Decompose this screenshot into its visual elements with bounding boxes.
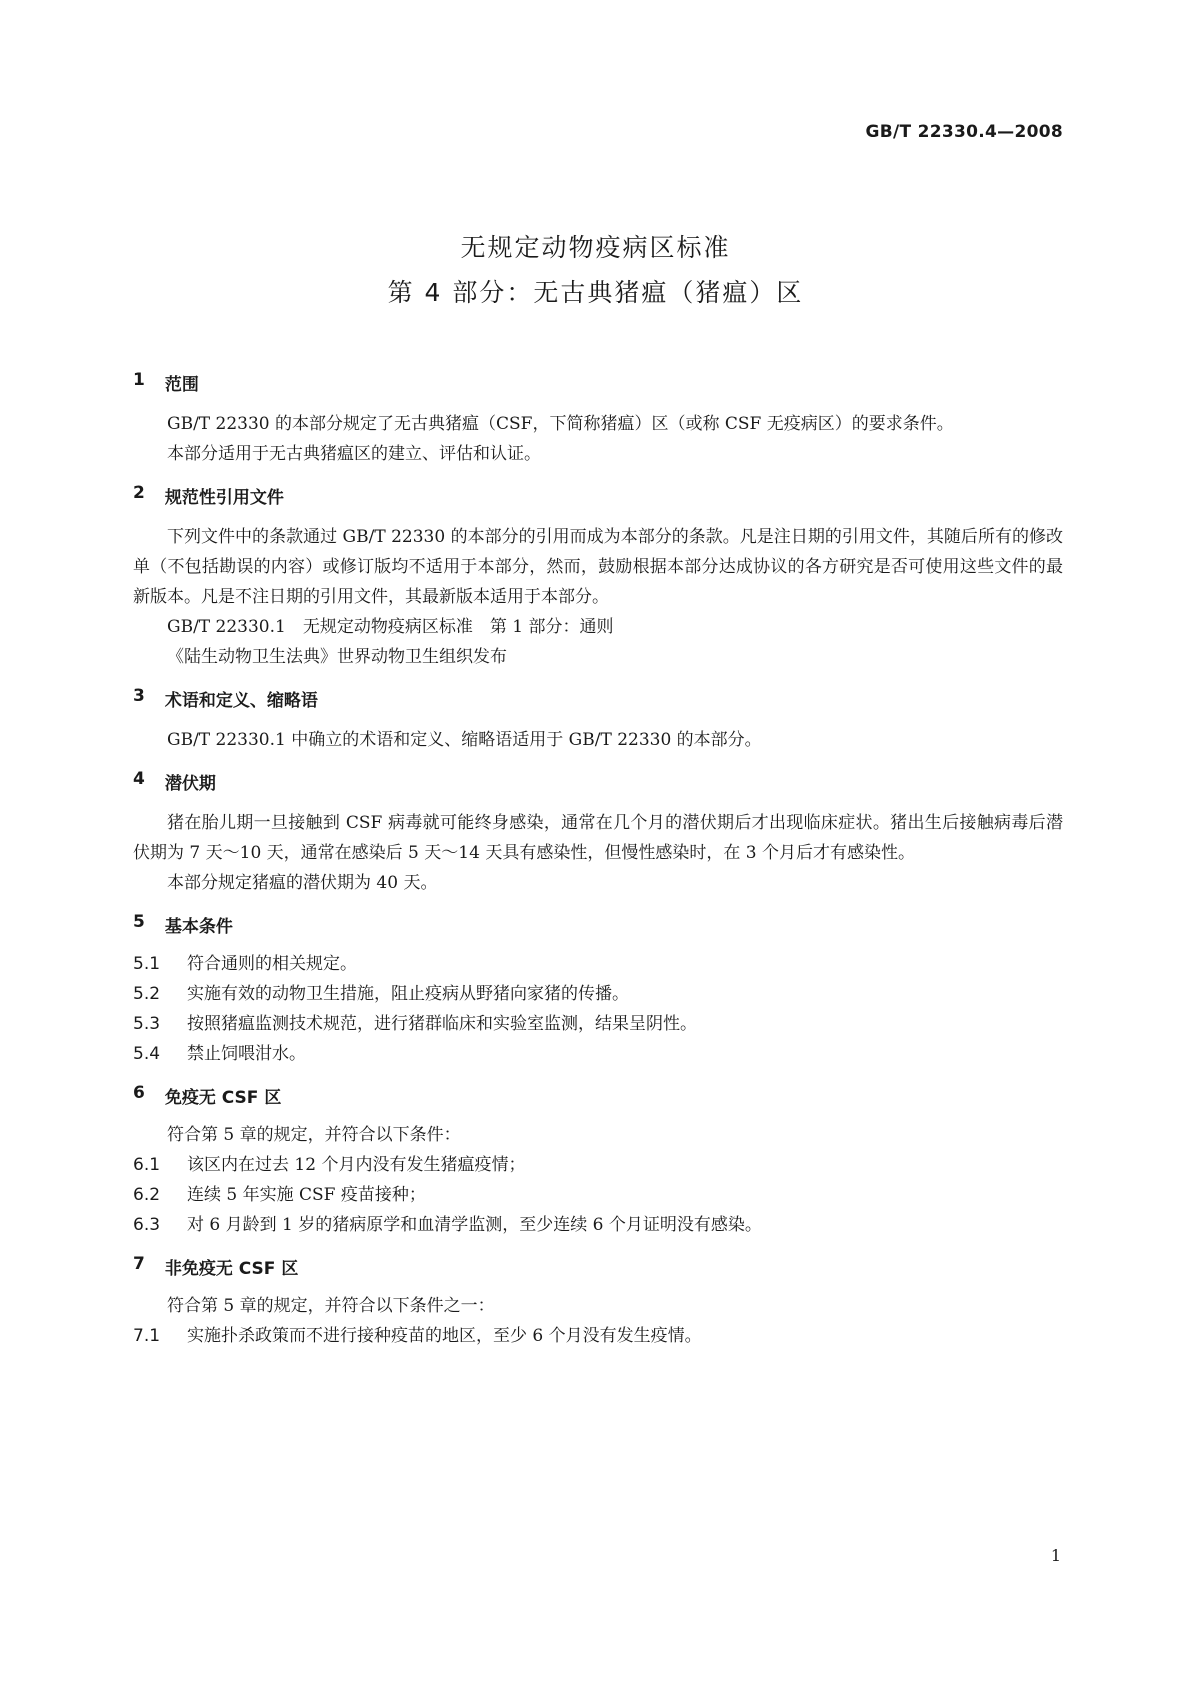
clause <box>133 1210 1063 1240</box>
clause <box>133 1039 1063 1069</box>
clause-text: 连续 5 年实施 CSF 疫苗接种； <box>187 1185 426 1205</box>
section-4 <box>133 769 1063 898</box>
section-heading <box>133 912 1063 937</box>
paragraph: 猪在胎儿期一旦接触到 CSF 病毒就可能终身感染，通常在几个月的潜伏期后才出现临床症状。猪出生后接触病毒后潜伏期为 7 天～10 天，通常在感染后 5 天～14 天具有感染性，但慢性感染时，在 3 个月后才有感染性。 <box>133 813 1063 863</box>
section-number: 4 <box>133 769 145 789</box>
paragraph: 符合第 5 章的规定，并符合以下条件之一： <box>167 1296 495 1316</box>
section-title: 非免疫无 CSF 区 <box>164 1259 299 1279</box>
section-heading <box>133 686 1063 711</box>
section-number: 2 <box>133 483 145 503</box>
document-body <box>133 370 1063 1351</box>
clause-text: 该区内在过去 12 个月内没有发生猪瘟疫情； <box>187 1155 526 1175</box>
clause-number: 5.2 <box>133 984 161 1004</box>
clause-number: 6.1 <box>133 1155 161 1175</box>
section-heading <box>133 483 1063 508</box>
document-subtitle: 第 4 部分：无古典猪瘟（猪瘟）区 <box>387 278 804 307</box>
section-number: 1 <box>133 370 145 390</box>
document-number: GB/T 22330.4—2008 <box>865 122 1063 142</box>
section-heading <box>133 769 1063 794</box>
section-number: 7 <box>133 1254 145 1274</box>
section-heading <box>133 370 1063 395</box>
clause-text: 按照猪瘟监测技术规范，进行猪群临床和实验室监测，结果呈阴性。 <box>187 1014 697 1034</box>
section-3 <box>133 686 1063 755</box>
section-number: 5 <box>133 912 145 932</box>
section-heading <box>133 1254 1063 1279</box>
paragraph: 本部分规定猪瘟的潜伏期为 40 天。 <box>167 873 438 893</box>
clause-number: 5.1 <box>133 954 161 974</box>
clause-text: 实施扑杀政策而不进行接种疫苗的地区，至少 6 个月没有发生疫情。 <box>187 1326 702 1346</box>
clause <box>133 1321 1063 1351</box>
section-5 <box>133 912 1063 1069</box>
paragraph: GB/T 22330.1 中确立的术语和定义、缩略语适用于 GB/T 22330 的本部分。 <box>167 730 762 750</box>
clause-text: 对 6 月龄到 1 岁的猪病原学和血清学监测，至少连续 6 个月证明没有感染。 <box>187 1215 762 1235</box>
clause-number: 7.1 <box>133 1326 161 1346</box>
clause-number: 5.3 <box>133 1014 161 1034</box>
section-heading <box>133 1083 1063 1108</box>
paragraph: 下列文件中的条款通过 GB/T 22330 的本部分的引用而成为本部分的条款。凡是注日期的引用文件，其随后所有的修改单（不包括勘误的内容）或修订版均不适用于本部分，然而，鼓励根据本部分达成协议的各方研究是否可使用这些文件的最新版本。凡是不注日期的引用文件，其最新版本适用于本部分。 <box>133 527 1063 607</box>
paragraph: 符合第 5 章的规定，并符合以下条件： <box>167 1125 461 1145</box>
clause-text: 符合通则的相关规定。 <box>187 954 357 974</box>
section-1 <box>133 370 1063 469</box>
clause <box>133 1180 1063 1210</box>
document-title: 无规定动物疫病区标准 <box>460 233 731 262</box>
clause-text: 禁止饲喂泔水。 <box>187 1044 306 1064</box>
clause-text: 实施有效的动物卫生措施，阻止疫病从野猪向家猪的传播。 <box>187 984 629 1004</box>
clause-number: 6.3 <box>133 1215 161 1235</box>
clause <box>133 1150 1063 1180</box>
clause <box>133 1009 1063 1039</box>
reference-item: 《陆生动物卫生法典》世界动物卫生组织发布 <box>167 647 507 667</box>
reference-item: GB/T 22330.1 无规定动物疫病区标准 第 1 部分：通则 <box>167 617 614 637</box>
section-2 <box>133 483 1063 672</box>
section-title: 范围 <box>164 375 199 395</box>
clause <box>133 979 1063 1009</box>
clause-number: 5.4 <box>133 1044 161 1064</box>
section-title: 免疫无 CSF 区 <box>164 1088 282 1108</box>
paragraph: GB/T 22330 的本部分规定了无古典猪瘟（CSF，下简称猪瘟）区（或称 CSF 无疫病区）的要求条件。 <box>167 414 954 434</box>
section-6 <box>133 1083 1063 1240</box>
clause <box>133 949 1063 979</box>
section-title: 潜伏期 <box>164 774 216 794</box>
section-title: 规范性引用文件 <box>164 488 284 508</box>
section-number: 3 <box>133 686 145 706</box>
paragraph: 本部分适用于无古典猪瘟区的建立、评估和认证。 <box>167 444 541 464</box>
page-number: 1 <box>1050 1546 1061 1565</box>
section-number: 6 <box>133 1083 145 1103</box>
section-7 <box>133 1254 1063 1351</box>
section-title: 术语和定义、缩略语 <box>164 691 318 711</box>
section-title: 基本条件 <box>164 917 233 937</box>
clause-number: 6.2 <box>133 1185 161 1205</box>
